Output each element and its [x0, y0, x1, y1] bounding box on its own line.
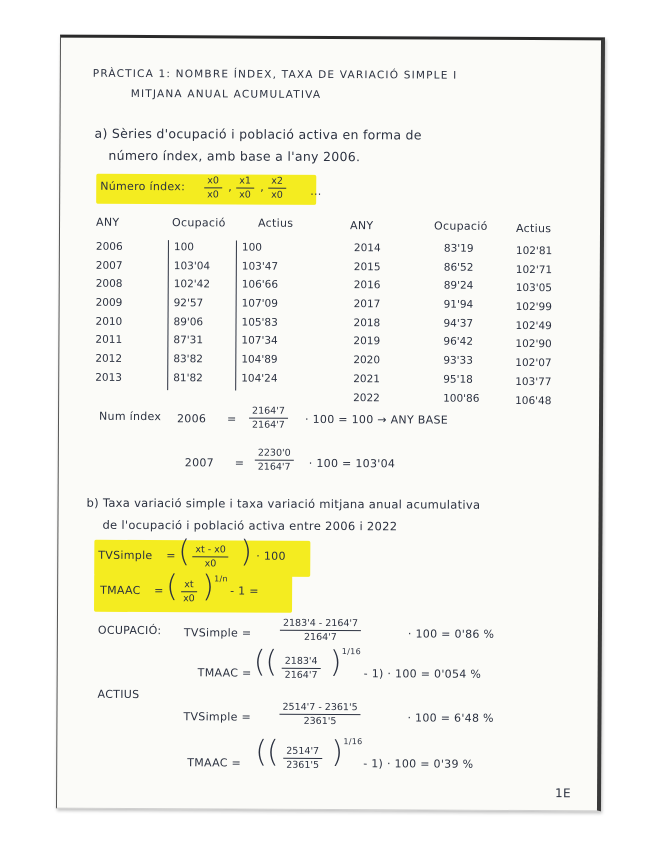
- right-ocupacio-column: [443, 240, 480, 408]
- left-actius-column: [241, 239, 278, 389]
- index-fraction-2: $\frac{x2}{x0}$: [268, 175, 286, 202]
- table-cell-actius: 106'48: [515, 394, 552, 407]
- table-cell-ocupacio: 91'94: [443, 298, 474, 311]
- table-cell-ocupacio: 86'52: [443, 261, 474, 274]
- table-cell-actius: 102'90: [515, 338, 552, 351]
- calc-fraction-2006: $\frac{2164'7}{2164'7}$: [249, 405, 288, 432]
- tvs-formula-fraction: $\frac{xt - x0}{x0}$: [192, 543, 229, 570]
- ocupacio-tvs-fraction: $\frac{2183'4 - 2164'7}{2164'7}$: [280, 617, 361, 644]
- table-cell-ocupacio: 81'82: [173, 371, 203, 385]
- table-cell-actius: 107'09: [241, 297, 278, 310]
- table-cell-actius: 104'89: [241, 353, 278, 366]
- tvs-formula: TVSimple = ( $\frac{xt - x0}{x0}$ ) · 100: [94, 540, 310, 577]
- calc-year-2006: 2006: [176, 412, 207, 426]
- actius-tmaac-exponent: 1/16: [343, 737, 363, 747]
- actius-tmaac-label: TMAAC =: [187, 756, 242, 770]
- table-cell-year: 2018: [353, 316, 381, 330]
- table-divider-2: [235, 241, 237, 391]
- table-cell-ocupacio: 96'42: [443, 336, 474, 349]
- table-cell-year: 2022: [353, 391, 380, 404]
- ocupacio-tvs-label: TVSimple =: [183, 626, 252, 640]
- table-header-any-left: ANY: [96, 215, 120, 229]
- ocupacio-tmaac-result: - 1) · 100 = 0'054 %: [363, 667, 482, 681]
- table-cell-year: 2014: [353, 242, 381, 255]
- table-cell-year: 2013: [95, 371, 123, 384]
- table-header-ocupacio-right: Ocupació: [433, 219, 488, 233]
- actius-label: ACTIUS: [97, 687, 140, 702]
- calc-fraction-2007: $\frac{2230'0}{2164'7}$: [255, 447, 294, 474]
- table-cell-ocupacio: 89'06: [173, 315, 204, 329]
- table-cell-actius: 102'81: [515, 244, 553, 258]
- table-cell-ocupacio: 89'24: [443, 279, 474, 293]
- table-cell-actius: 102'49: [515, 319, 552, 332]
- table-header-ocupacio-left: Ocupació: [172, 216, 226, 230]
- table-cell-actius: 105'83: [241, 316, 278, 329]
- part-a-line2: número índex, amb base a l'any 2006.: [108, 147, 361, 165]
- table-cell-ocupacio: 94'37: [443, 317, 474, 330]
- table-cell-actius: 102'99: [515, 301, 552, 314]
- calc-result-2007: · 100 = 103'04: [308, 456, 396, 471]
- ocupacio-tvs-result: · 100 = 0'86 %: [407, 627, 495, 641]
- table-cell-year: 2017: [353, 298, 381, 311]
- table-header-any-right: ANY: [349, 219, 374, 233]
- table-cell-year: 2012: [95, 352, 123, 366]
- index-formula: Número índex: $\frac{x0}{x0}$ , $\frac{x1}{x0}$ , $\frac{x2}{x0}$: [96, 174, 316, 205]
- table-cell-actius: 104'24: [241, 372, 278, 385]
- tmaac-formula: TMAAC = ( $\frac{xt}{x0}$ ) 1/n - 1 =: [94, 574, 292, 613]
- page-title-line2: MITJANA ANUAL ACUMULATIVA: [130, 87, 322, 101]
- table-cell-ocupacio: 92'57: [173, 297, 204, 310]
- table-cell-actius: 103'05: [515, 282, 553, 295]
- table-cell-actius: 102'71: [515, 263, 553, 276]
- part-b-line2: de l'ocupació i població activa entre 2006 i 2022: [102, 517, 398, 534]
- table-cell-year: 2020: [353, 354, 381, 367]
- ocupacio-label: OCUPACIÓ:: [97, 623, 162, 638]
- table-cell-ocupacio: 95'18: [443, 373, 473, 386]
- table-cell-ocupacio: 100'86: [443, 392, 480, 405]
- calc-result-2006: · 100 = 100 → ANY BASE: [304, 412, 449, 427]
- notebook-page: PRÀCTICA 1: NOMBRE ÍNDEX, TAXA DE VARIACIÓ SIMPLE I MITJANA ANUAL ACUMULATIVA a) Sèries d'ocupació i població activa en forma de número índex, amb base a l'any 2006. Número índex: $\frac{x0}{x0}$ , $\frac{x1}{x0}$ , $\frac{x2}{x0}$ ... ANY Ocupació Actius ANY Ocupació Actius 2006 2007 2008 2009 2010 2011 2012 2013 100 103'04 102'42 92'57 89'06 87'31 83'82 81'82 100 103'47 106'66 107'09 105'83 107'34 104'89 104'24 2014 2015 2016 2017 2018 2019 2020 2021 2022 83'19 86'52 89'24 91'94 94'37 96'42 93'33 95'18 100'86 102'81 102'71 103'05 102'99 102'49 102'90 102'07 103'77 106'48 Num índex 2006 = $\frac{2164'7}{2164'7}$ · 100 = 100 → ANY BASE 2007 = $\frac{2230'0}{2164'7}$ · 100 = 103'04 b) Taxa variació simple i taxa variació mitjana anual acumulativa de l'ocupació i població activa entre 2006 i 2022 TVSimple = ( $\frac{xt - x0}{x0}$ ) · 100 TMAAC = ( $\frac{xt}{x0}$ ) 1/n - 1 = OCUPACIÓ: TVSimple = $\frac{2183'4 - 2164'7}{2164'7}$ · 100 = 0'86 % TMAAC = (( $\frac{2183'4}{2164'7}$ ) 1/16 - 1) · 100 = 0'054 % ACTIUS TVSimple = $\frac{2514'7 - 2361'5}{2361'5}$ · 100 = 6'48 % TMAAC = (( $\frac{2514'7}{2361'5}$ ) 1/16 - 1) · 100 = 0'39 % 1E: [56, 35, 605, 812]
- table-cell-ocupacio: 93'33: [443, 354, 473, 367]
- page-title-line1: PRÀCTICA 1: NOMBRE ÍNDEX, TAXA DE VARIACIÓ SIMPLE I: [92, 67, 458, 82]
- actius-tmaac-result: - 1) · 100 = 0'39 %: [363, 757, 474, 771]
- table-cell-ocupacio: 83'82: [173, 353, 203, 366]
- part-a-line1: a) Sèries d'ocupació i població activa en forma de: [94, 125, 422, 143]
- table-header-actius-right: Actius: [515, 221, 552, 236]
- left-years-column: [95, 238, 123, 388]
- table-cell-year: 2006: [95, 240, 123, 253]
- table-cell-actius: 107'34: [241, 334, 278, 348]
- page-number: 1E: [555, 786, 571, 801]
- ocupacio-tmaac-fraction: $\frac{2183'4}{2164'7}$: [282, 655, 321, 682]
- table-cell-year: 2015: [353, 260, 381, 273]
- table-divider-1: [167, 240, 169, 390]
- ocupacio-tmaac-label: TMAAC =: [197, 666, 252, 680]
- table-cell-actius: 106'66: [241, 278, 279, 292]
- ocupacio-tmaac-exponent: 1/16: [341, 647, 361, 657]
- actius-tvs-result: · 100 = 6'48 %: [407, 711, 494, 725]
- right-years-column: [353, 239, 381, 407]
- table-cell-year: 2011: [95, 334, 123, 347]
- actius-tvs-fraction: $\frac{2514'7 - 2361'5}{2361'5}$: [279, 701, 360, 728]
- index-fraction-1: $\frac{x1}{x0}$: [236, 175, 254, 202]
- table-cell-year: 2008: [95, 278, 123, 291]
- part-b-line1: b) Taxa variació simple i taxa variació mitjana anual acumulativa: [86, 495, 481, 512]
- table-cell-actius: 103'47: [241, 260, 279, 273]
- actius-tvs-label: TVSimple =: [183, 710, 252, 724]
- actius-tmaac-fraction: $\frac{2514'7}{2361'5}$: [283, 745, 322, 772]
- table-cell-ocupacio: 100: [173, 241, 194, 254]
- table-cell-ocupacio: 103'04: [173, 259, 211, 273]
- table-cell-year: 2019: [353, 335, 381, 348]
- table-cell-actius: 100: [241, 241, 262, 254]
- table-cell-ocupacio: 102'42: [173, 278, 211, 291]
- num-index-label: Num índex: [98, 409, 162, 424]
- table-header-actius-left: Actius: [258, 216, 294, 230]
- index-label: Número índex:: [100, 179, 186, 194]
- table-cell-year: 2007: [95, 259, 123, 272]
- table-cell-year: 2016: [353, 279, 381, 292]
- left-ocupacio-column: [173, 238, 210, 388]
- calc-year-2007: 2007: [184, 456, 215, 470]
- right-actius-column: [515, 242, 552, 410]
- index-fraction-0: $\frac{x0}{x0}$: [204, 174, 222, 201]
- table-cell-ocupacio: 83'19: [443, 242, 474, 255]
- table-cell-actius: 103'77: [515, 375, 552, 388]
- table-cell-year: 2010: [95, 315, 123, 328]
- table-cell-year: 2021: [353, 372, 380, 386]
- table-cell-actius: 102'07: [515, 357, 552, 370]
- tmaac-formula-fraction: $\frac{xt}{x0}$: [183, 579, 195, 605]
- table-cell-year: 2009: [95, 296, 123, 309]
- table-cell-ocupacio: 87'31: [173, 334, 204, 347]
